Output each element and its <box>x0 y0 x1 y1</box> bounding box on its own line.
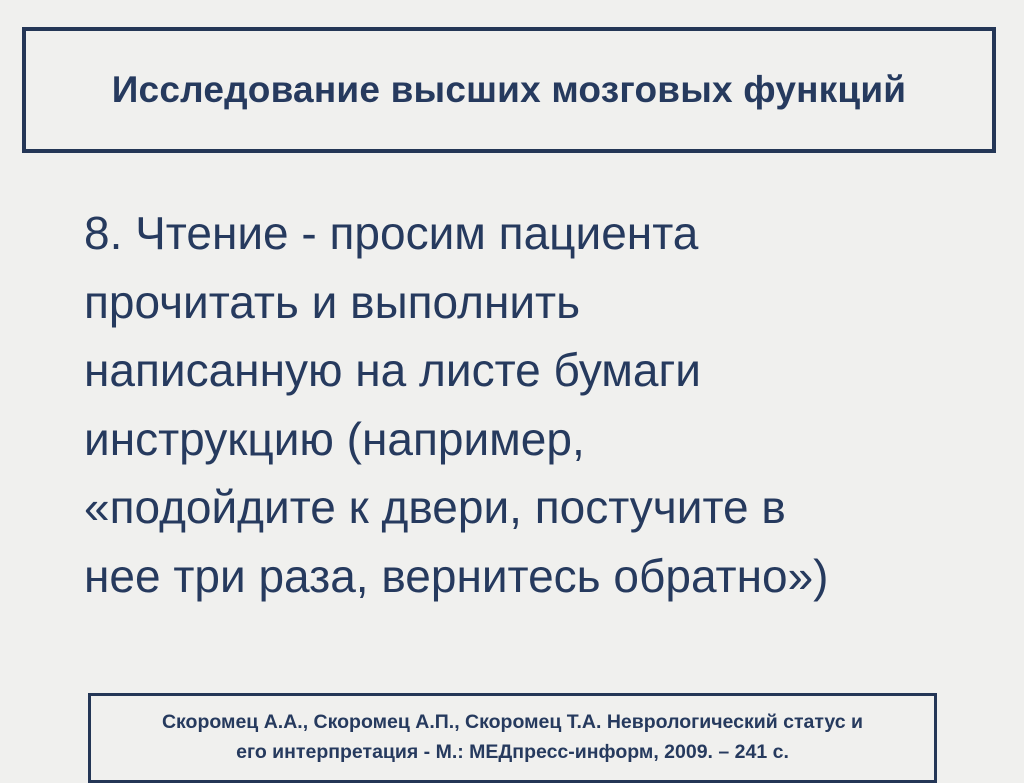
body-line: «подойдите к двери, постучите в <box>84 481 786 533</box>
reference-line: его интерпретация - М.: МЕДпресс-информ, 2009. – 241 с. <box>236 741 789 763</box>
body-line: инструкцию (например, <box>84 412 585 465</box>
reference-line: Скоромец А.А., Скоромец А.П., Скоромец Т.А. Неврологический статус и <box>161 711 864 733</box>
body-line: прочитать и выполнить <box>84 275 581 328</box>
reference-box <box>88 693 937 783</box>
slide-title: Исследование высших мозговых функций <box>111 69 907 110</box>
slide-title-box <box>22 27 996 153</box>
body-line: 8. Чтение - просим пациента <box>84 207 699 259</box>
slide-body <box>84 199 964 610</box>
body-line: написанную на листе бумаги <box>84 344 701 396</box>
body-line: нее три раза, вернитесь обратно») <box>84 549 829 602</box>
